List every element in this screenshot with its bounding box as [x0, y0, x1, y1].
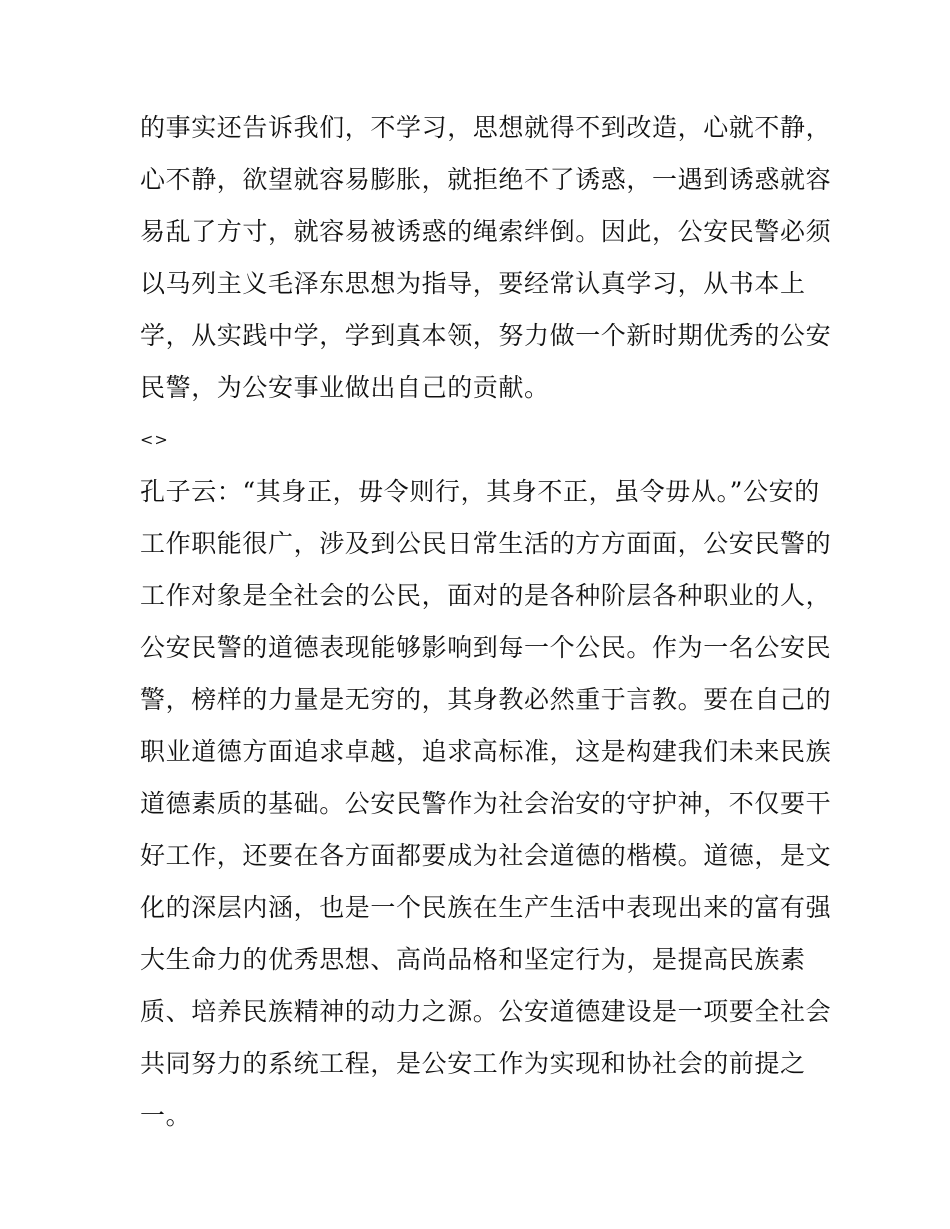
text-line-13: 道德素质的基础。公安民警作为社会治安的守护神，不仅要干 [140, 789, 832, 818]
text-line-17: 质、培养民族精神的动力之源。公安道德建设是一项要全社会 [140, 997, 832, 1026]
text-line-3: 易乱了方寸，就容易被诱惑的绳索绊倒。因此，公安民警必须 [140, 217, 832, 246]
text-line-10: 公安民警的道德表现能够影响到每一个公民。作为一名公安民 [140, 633, 832, 662]
text-line-14: 好工作，还要在各方面都要成为社会道德的楷模。道德，是文 [140, 841, 832, 870]
text-line-12: 职业道德方面追求卓越，追求高标准，这是构建我们未来民族 [140, 737, 832, 766]
text-line-6: 民警，为公安事业做出自己的贡献。 [140, 373, 550, 402]
body-text [140, 102, 832, 1142]
text-line-16: 大生命力的优秀思想、高尚品格和坚定行为，是提高民族素 [140, 945, 806, 974]
text-line-7: 孔子云：“其身正，毋令则行，其身不正，虽令毋从。”公安的 [140, 477, 820, 506]
text-line-15: 化的深层内涵，也是一个民族在生产生活中表现出来的富有强 [140, 893, 832, 922]
text-line-2: 心不静，欲望就容易膨胀，就拒绝不了诱惑，一遇到诱惑就容 [140, 165, 832, 194]
text-line-18: 共同努力的系统工程，是公安工作为实现和协社会的前提之 [140, 1049, 806, 1078]
text-line-9: 工作对象是全社会的公民，面对的是各种阶层各种职业的人， [140, 581, 832, 610]
text-line-19: 一。 [140, 1101, 192, 1130]
text-line-5: 学，从实践中学，学到真本领，努力做一个新时期优秀的公安 [140, 321, 832, 350]
text-line-11: 警，榜样的力量是无穷的，其身教必然重于言教。要在自己的 [140, 685, 832, 714]
text-line-1: 的事实还告诉我们，不学习，思想就得不到改造，心就不静， [140, 113, 832, 142]
text-line-8: 工作职能很广，涉及到公民日常生活的方方面面，公安民警的 [140, 529, 832, 558]
separator-marker: <> [140, 430, 169, 449]
text-line-4: 以马列主义毛泽东思想为指导，要经常认真学习，从书本上 [140, 269, 806, 298]
